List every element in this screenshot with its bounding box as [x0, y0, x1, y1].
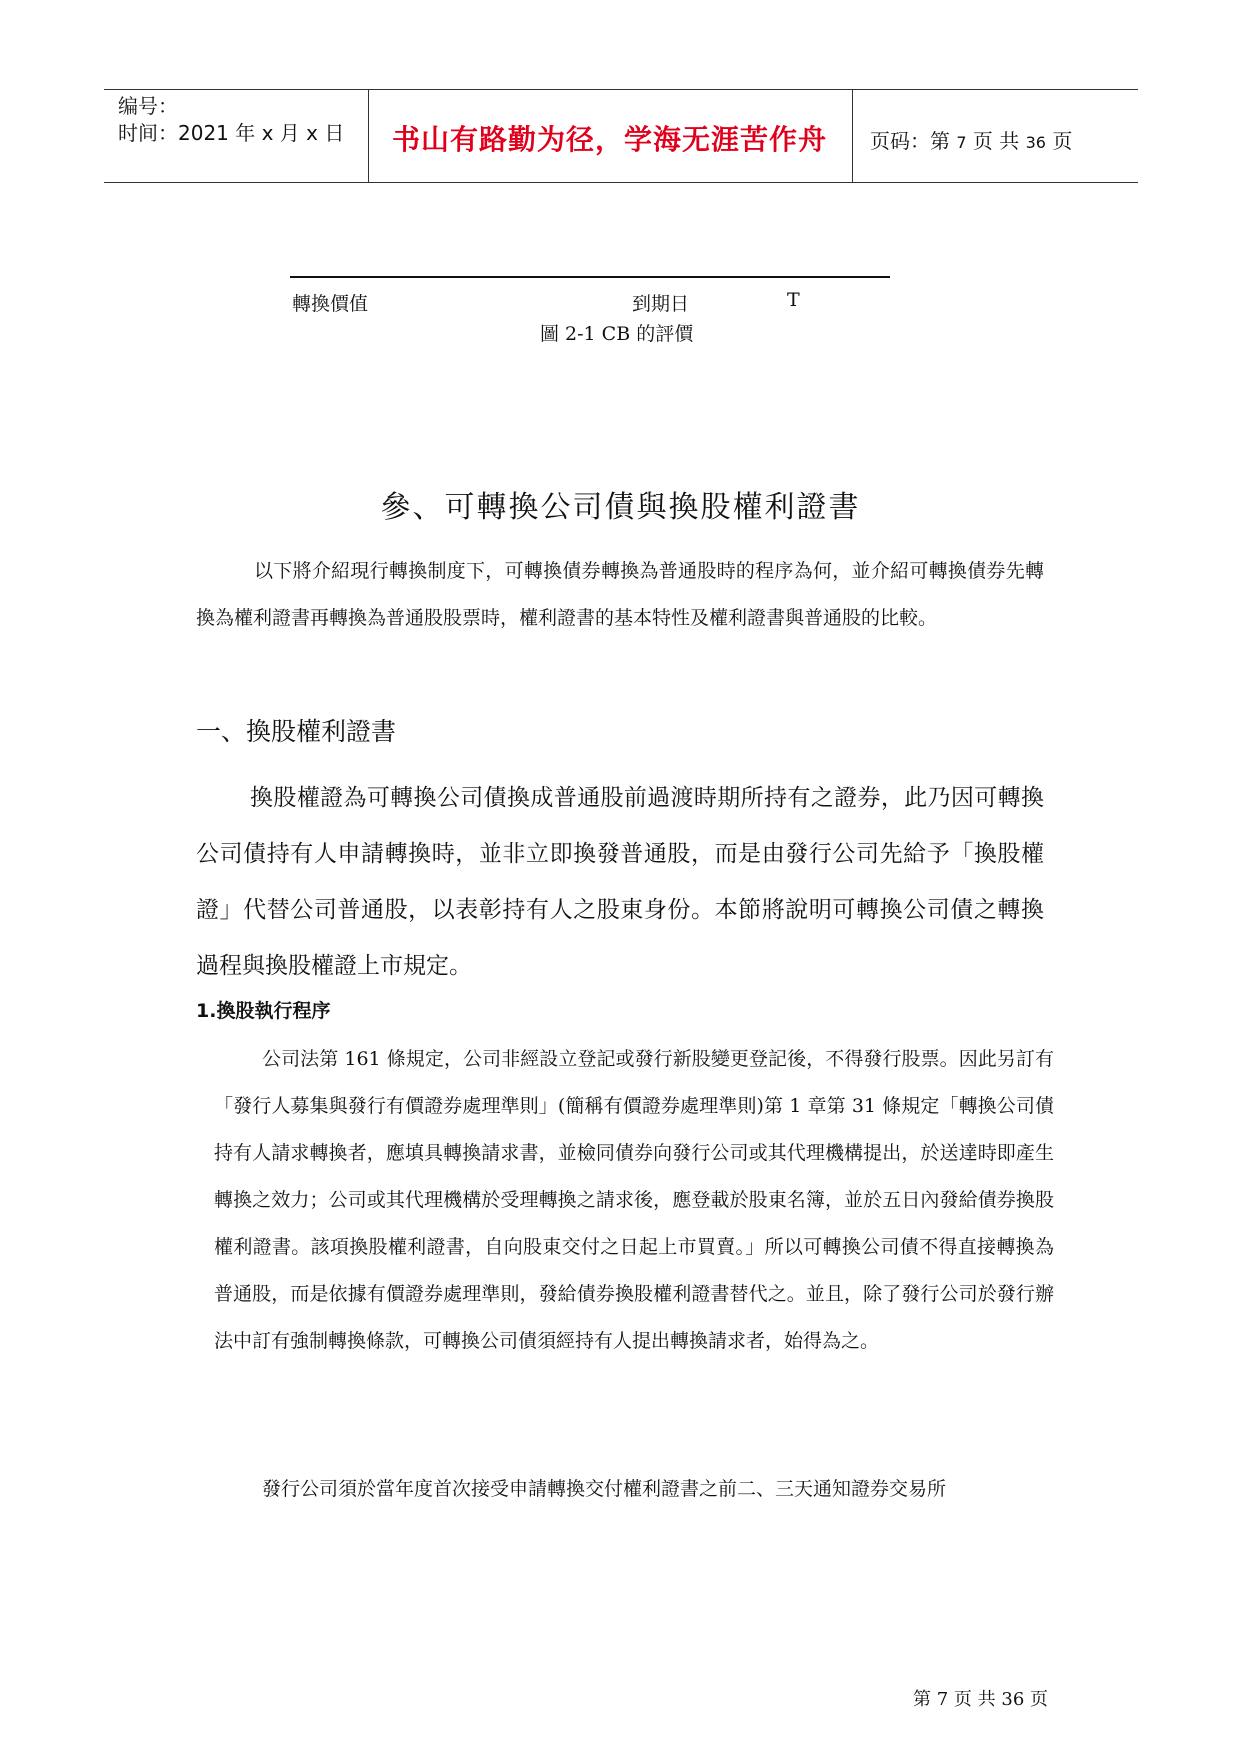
header-divider-right: [852, 89, 853, 183]
page-mid: 页 共: [966, 129, 1026, 153]
header-time-label: 时间：2021 年 x 月 x 日: [118, 121, 345, 145]
procedure-paragraph: 公司法第 161 條規定，公司非經設立登記或發行新股變更登記後，不得發行股票。因此另訂有「發行人募集與發行有價證券處理準則」(簡稱有價證券處理準則)第 1 章第 31 條規定「轉換公司債持有人請求轉換者，應填具轉換請求書，並檢同債券向發行公司或其代理機構提出，於送達時即產生轉換之效力；公司或其代理機構於受理轉換之請求後，應登載於股東名簿，並於五日內發給債券換股權利證書。該項換股權利證書，自向股東交付之日起上市買賣。」所以可轉換公司債不得直接轉換為普通股，而是依據有價證券處理準則，發給債券換股權利證書替代之。並且，除了發行公司於發行辦法中訂有強制轉換條款，可轉換公司債須經持有人提出轉換請求者，始得為之。: [214, 1048, 1054, 1352]
subsection-title: 一、換股權利證書: [196, 717, 397, 746]
page-footer: 第 7 页 共 36 页: [913, 1689, 1048, 1710]
header-motto: 书山有路勤为径，学海无涯苦作舟: [392, 123, 828, 156]
header-number-label: 编号：: [118, 94, 178, 118]
intro-paragraph: 以下將介紹現行轉換制度下，可轉換債券轉換為普通股時的程序為何，並介紹可轉換債券先轉換為權利證書再轉換為普通股股票時，權利證書的基本特性及權利證書與普通股的比較。: [196, 560, 1044, 629]
subsection-paragraph: 換股權證為可轉換公司債換成普通股前過渡時期所持有之證券，此乃因可轉換公司債持有人申請轉換時，並非立即換發普通股，而是由發行公司先給予「換股權證」代替公司普通股，以表彰持有人之股東身份。本節將說明可轉換公司債之轉換過程與換股權證上市規定。: [196, 785, 1044, 979]
figure-left-label: 轉換價值: [292, 293, 369, 315]
page-current: 7: [956, 133, 967, 152]
page-total: 36: [1025, 133, 1046, 152]
figure-right-label: T: [787, 289, 800, 311]
procedure-heading: 1.換股執行程序: [196, 1000, 331, 1022]
header-top-rule: [104, 89, 1138, 90]
figure-axis-line: [290, 276, 890, 278]
last-paragraph: 發行公司須於當年度首次接受申請轉換交付權利證書之前二、三天通知證券交易所: [262, 1478, 947, 1500]
header-divider-left: [368, 89, 369, 183]
figure-caption: 圖 2-1 CB 的評價: [540, 323, 694, 345]
section-title: 參、可轉換公司債與換股權利證書: [380, 490, 861, 525]
page-prefix: 页码：第: [870, 129, 957, 153]
figure-middle-label: 到期日: [632, 293, 690, 315]
header-bottom-rule: [104, 182, 1138, 183]
header-page-info: [870, 125, 1072, 154]
page-suffix: 页: [1045, 129, 1073, 153]
